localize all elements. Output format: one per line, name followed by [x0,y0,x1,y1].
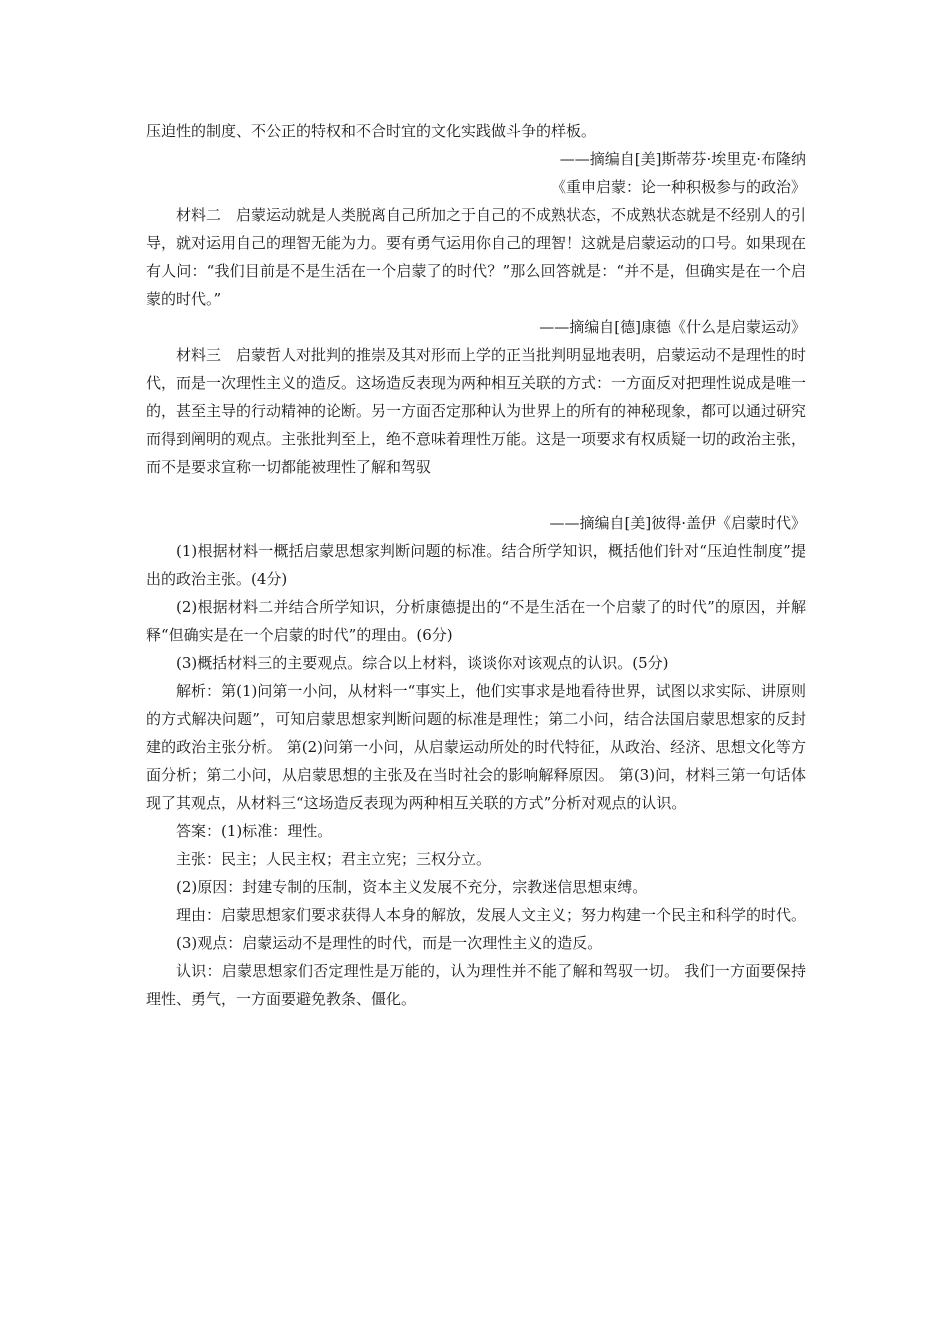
material1-source-title: 《重申启蒙：论一种积极参与的政治》 [550,178,806,196]
answer-line: 主张：民主；人民主权；君主立宪；三权分立。 [176,850,492,868]
material2-text: 材料二 启蒙运动就是人类脱离自己所加之于自己的不成熟状态，不成熟状态就是不经别人的引导，就对运用自己的理智无能为力。要有勇气运用你自己的理智！这就是启蒙运动的口号。如果现在有人问：“我们目前是不是生活在一个启蒙了的时代？”那么回答就是：“并不是，但确实是在一个启蒙的时代。” [146,206,807,308]
question-1: (1)根据材料一概括启蒙思想家判断问题的标准。结合所学知识，概括他们针对“压迫性制度”提出的政治主张。(4分) [146,542,806,588]
answer-line: 认识：启蒙思想家们否定理性是万能的，认为理性并不能了解和驾驭一切。 我们一方面要保持理性、勇气，一方面要避免教条、僵化。 [146,962,806,1008]
answer-line: 理由：启蒙思想家们要求获得人本身的解放，发展人文主义；努力构建一个民主和科学的时代。 [176,906,807,924]
material3-source: ——摘编自[美]彼得·盖伊《启蒙时代》 [549,514,806,532]
material3-text: 材料三 启蒙哲人对批判的推崇及其对形而上学的正当批判明显地表明，启蒙运动不是理性的时代，而是一次理性主义的造反。这场造反表现为两种相互关联的方式：一方面反对把理性说成是唯一的，甚至主导的行动精神的论断。另一方面否定那种认为世界上的所有的神秘现象，都可以通过研究而得到阐明的观点。主张批判至上，绝不意味着理性万能。这是一项要求有权质疑一切的政治主张，而不是要求宣称一切都能被理性了解和驾驭 [146,346,807,476]
answer-line: 答案：(1)标准：理性。 [176,822,333,840]
material1-tail: 压迫性的制度、不公正的特权和不合时宜的文化实践做斗争的样板。 [146,122,597,140]
material1-source-author: ——摘编自[美]斯蒂芬·埃里克·布隆纳 [559,150,806,168]
analysis-paragraph: 解析：第(1)问第一小问，从材料一“事实上，他们实事求是地看待世界，试图以求实际、讲原则的方式解决问题”，可知启蒙思想家判断问题的标准是理性；第二小问，结合法国启蒙思想家的反封建的政治主张分析。 第(2)问第一小问，从启蒙运动所处的时代特征，从政治、经济、思想文化等方面分析；第二小问，从启蒙思想的主张及在当时社会的影响解释原因。 第(3)问，材料三第一句话体现了其观点，从材料三“这场造反表现为两种相互关联的方式”分析对观点的认识。 [146,682,806,812]
material2-source: ——摘编自[德]康德《什么是启蒙运动》 [539,318,806,336]
document-page [146,117,806,1013]
blank-line [146,481,806,509]
question-3: (3)概括材料三的主要观点。综合以上材料，谈谈你对该观点的认识。(5分) [176,654,669,672]
answer-line: (2)原因：封建专制的压制，资本主义发展不充分，宗教迷信思想束缚。 [176,878,648,896]
question-2: (2)根据材料二并结合所学知识，分析康德提出的“不是生活在一个启蒙了的时代”的原因，并解释“但确实是在一个启蒙的时代”的理由。(6分) [146,598,806,644]
answer-line: (3)观点：启蒙运动不是理性的时代，而是一次理性主义的造反。 [176,934,603,952]
